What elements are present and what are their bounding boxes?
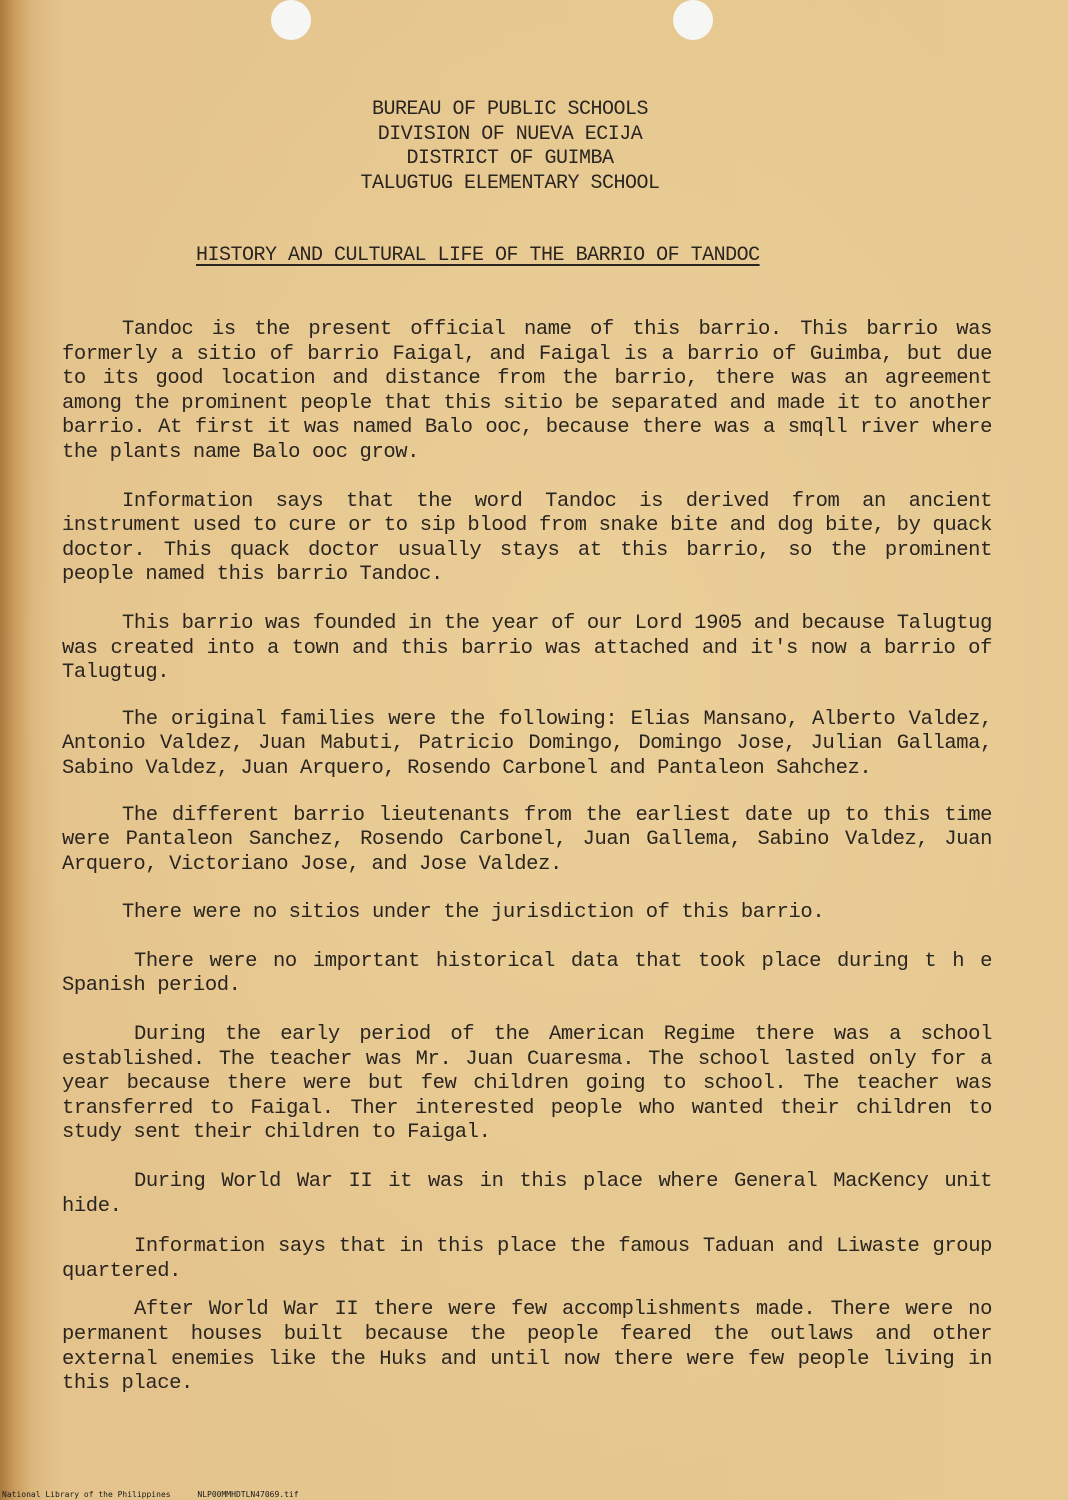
footer-source: National Library of the Philippines bbox=[2, 1490, 171, 1499]
paragraph-founding: This barrio was founded in the year of our Lord 1905 and because Talugtug was created into a town and this barrio was attached and it's now a barrio of Talugtug. bbox=[62, 611, 992, 685]
document-title: HISTORY AND CULTURAL LIFE OF THE BARRIO OF TANDOC bbox=[196, 244, 760, 267]
paragraph-american-regime: During the early period of the American Regime there was a school established. The teacher was Mr. Juan Cuaresma. The school lasted only for a year because there were but few children going to school. The teacher was transferred to Faigal. Ther interested people who wanted their children to study sent their children to Faigal. bbox=[62, 1023, 992, 1145]
paragraph-groups-quartered: Information says that in this place the famous Taduan and Liwaste group quartered. bbox=[62, 1235, 992, 1283]
document-body bbox=[62, 318, 992, 1397]
paragraph-spanish-period: There were no important historical data that took place during t h e Spanish period. bbox=[62, 949, 992, 998]
letterhead bbox=[230, 98, 790, 196]
punch-hole-right bbox=[673, 0, 713, 40]
paragraph-post-war: After World War II there were few accomplishments made. There were no permanent houses built because the people feared the outlaws and other external enemies like the Huks and until now there were few people living in this place. bbox=[62, 1298, 992, 1396]
paragraph-sitios: There were no sitios under the jurisdiction of this barrio. bbox=[122, 901, 825, 925]
header-district: DISTRICT OF GUIMBA bbox=[406, 147, 614, 170]
punch-hole-left bbox=[271, 0, 311, 40]
header-school: TALUGTUG ELEMENTARY SCHOOL bbox=[360, 171, 660, 195]
header-division: DIVISION OF NUEVA ECIJA bbox=[377, 122, 643, 146]
paragraph-original-families: The original families were the following: Elias Mansano, Alberto Valdez, Antonio Valdez, Juan Mabuti, Patricio Domingo, Domingo Jose, Julian Gallama, Sabino Valdez, Juan Arquero, Rosendo Carbonel and Pantaleon Sahchez. bbox=[62, 707, 992, 780]
paragraph-lieutenants: The different barrio lieutenants from the earliest date up to this time were Pantaleon Sanchez, Rosendo Carbonel, Juan Gallema, Sabino Valdez, Juan Arquero, Victoriano Jose, and Jose Valdez. bbox=[62, 803, 992, 876]
header-bureau: BUREAU OF PUBLIC SCHOOLS bbox=[371, 98, 649, 121]
paragraph-name-origin: Information says that the word Tandoc is derived from an ancient instrument used to cure or to sip blood from snake bite and dog bite, by quack doctor. This quack doctor usually stays at this barrio, so the prominent people named this barrio Tandoc. bbox=[62, 489, 992, 587]
paragraph-official-name: Tandoc is the present official name of this barrio. This barrio was formerly a sitio of barrio Faigal, and Faigal is a barrio of Guimba, but due to its good location and distance from the barrio, there was an agreement among the prominent people that this sitio be separated and made it to another barrio. At first it was named Balo ooc, because there was a smqll river where the plants name Balo ooc grow. bbox=[62, 318, 992, 464]
scan-footer bbox=[0, 1490, 323, 1500]
footer-file-id: NLP00MMHDTLN47069.tif bbox=[197, 1490, 299, 1499]
paragraph-world-war-ii: During World War II it was in this place where General MacKency unit hide. bbox=[62, 1170, 992, 1218]
